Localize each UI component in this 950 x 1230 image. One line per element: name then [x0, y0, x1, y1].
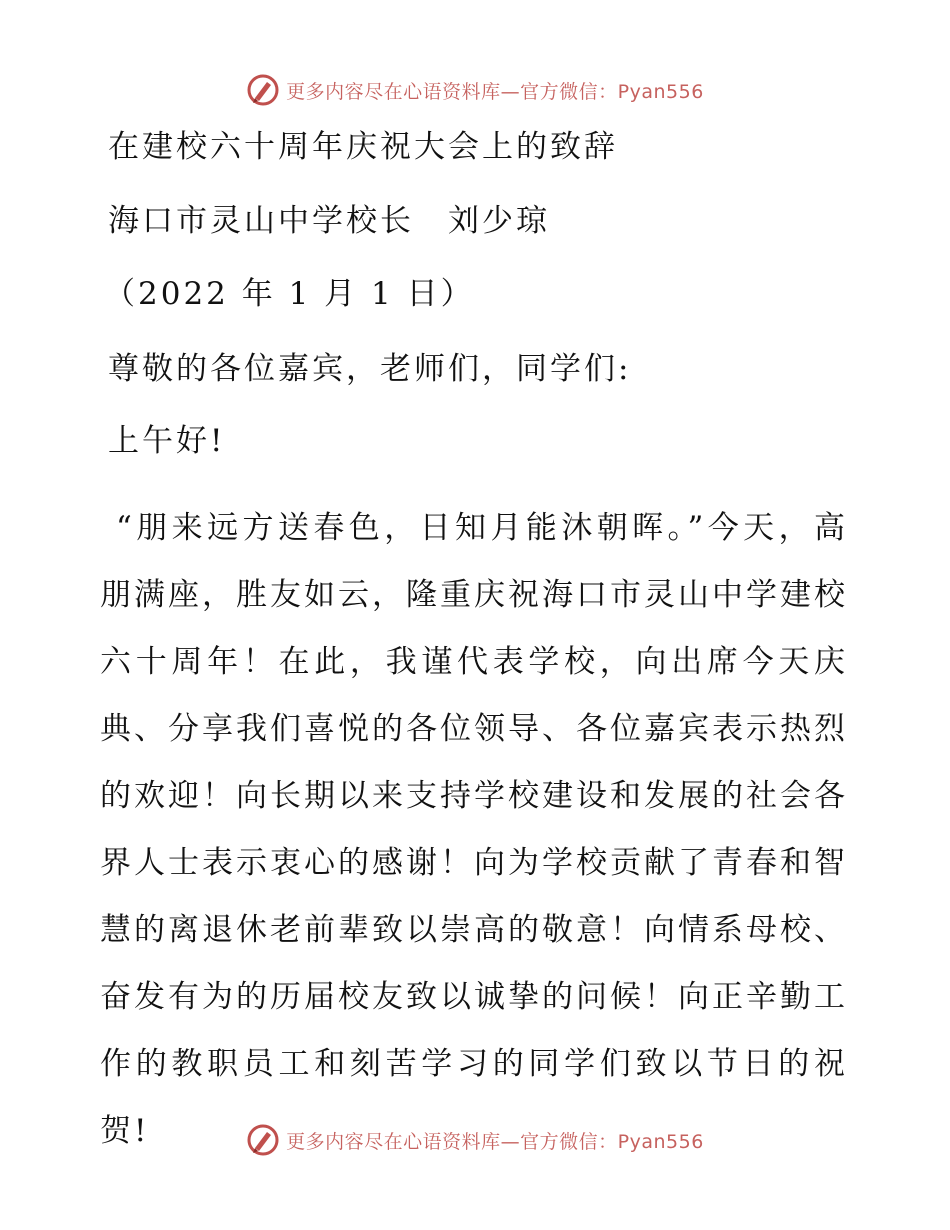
- document-title: 在建校六十周年庆祝大会上的致辞: [108, 129, 618, 165]
- date-line: （2022 年 1 月 1 日）: [104, 276, 475, 312]
- pen-logo-icon: [246, 73, 280, 107]
- greeting: 上午好!: [108, 423, 226, 459]
- watermark-text: 更多内容尽在心语资料库—官方微信：Pyan556: [286, 80, 704, 103]
- footer-watermark: [0, 1120, 950, 1160]
- salutation: 尊敬的各位嘉宾，老师们，同学们:: [108, 351, 632, 387]
- pen-logo-icon: [246, 1123, 280, 1157]
- header-watermark: [0, 70, 950, 110]
- speech-paragraph: “朋来远方送春色，日知月能沐朝晖。”今天，高朋满座，胜友如云，隆重庆祝海口市灵山中学建校六十周年！在此，我谨代表学校，向出席今天庆典、分享我们喜悦的各位领导、各位嘉宾表示热烈的欢迎！向长期以来支持学校建设和发展的社会各界人士表示衷心的感谢！向为学校贡献了青春和智慧的离退休老前辈致以崇高的敬意！向情系母校、奋发有为的历届校友致以诚挚的问候！向正辛勤工作的教职员工和刻苦学习的同学们致以节日的祝贺!: [100, 510, 848, 1149]
- author-line: 海口市灵山中学校长 刘少琼: [108, 203, 550, 239]
- watermark-text: 更多内容尽在心语资料库—官方微信：Pyan556: [286, 1130, 704, 1153]
